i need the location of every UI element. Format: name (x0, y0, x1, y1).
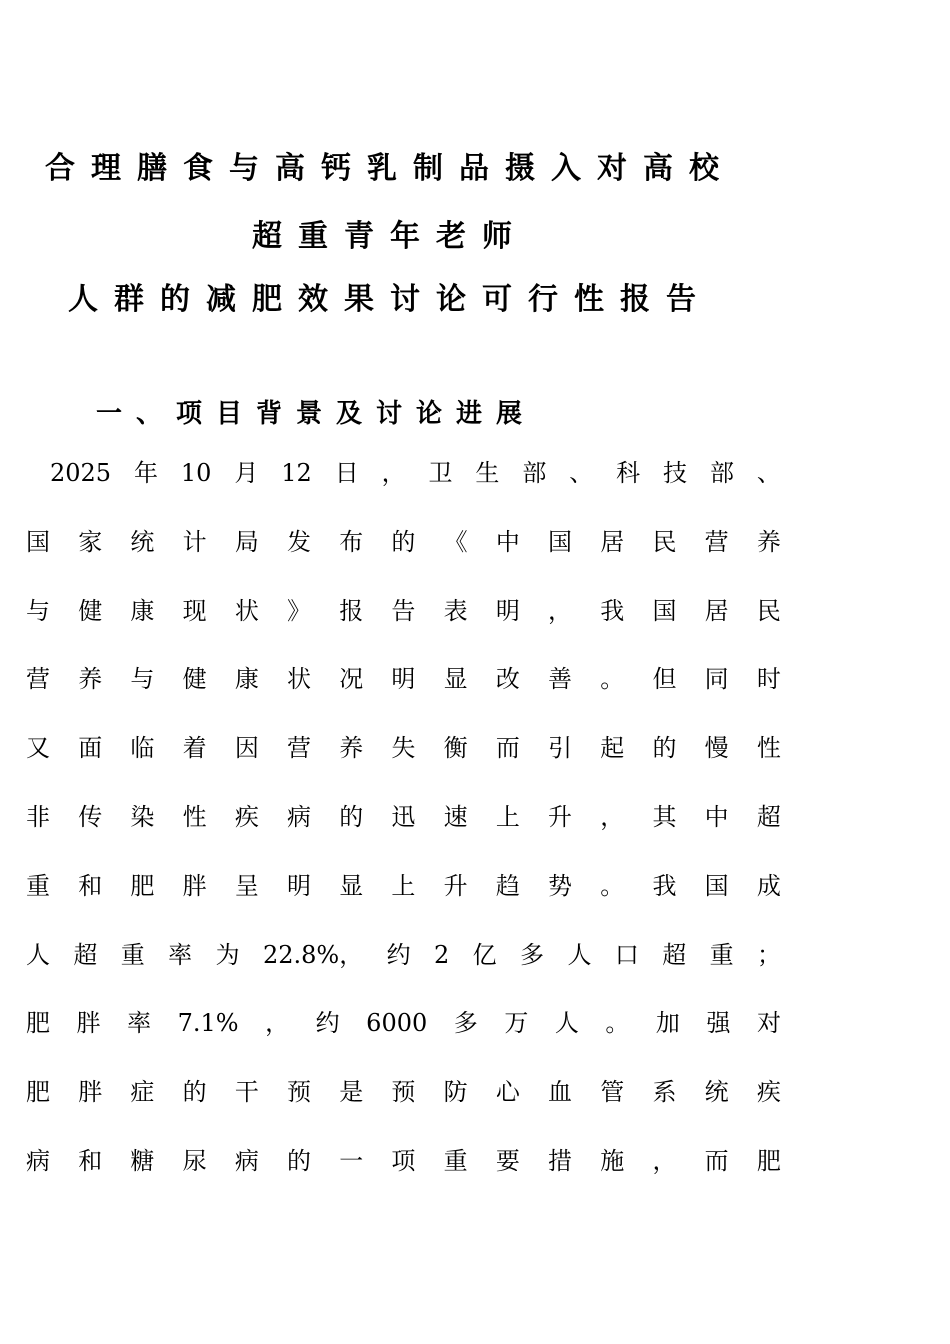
body-token: 对 (756, 1009, 781, 1038)
body-token: 的 (339, 803, 364, 831)
body-token: 养 (756, 527, 781, 556)
body-token: 势 (548, 871, 573, 900)
body-token: 传 (78, 803, 103, 831)
body-token: 趋 (495, 871, 520, 900)
body-token: 的 (287, 1147, 312, 1175)
body-token: 部 (522, 459, 547, 487)
body-token: 人 (26, 940, 50, 969)
body-token: 失 (391, 734, 416, 763)
body-line (50, 456, 781, 490)
body-token: 率 (168, 940, 193, 969)
body-token: 预 (391, 1078, 416, 1107)
body-token: 日 (334, 459, 359, 487)
body-token: 7.1% (177, 1009, 239, 1038)
body-token: 衡 (443, 734, 468, 763)
body-token: 万 (504, 1009, 529, 1038)
body-token: ， (600, 803, 625, 831)
body-token: 国 (652, 596, 677, 625)
body-token: 善 (548, 665, 573, 694)
body-token: 国 (26, 527, 50, 556)
body-token: 2 (433, 940, 450, 969)
body-line (26, 525, 781, 559)
body-token: 中 (495, 527, 520, 556)
body-token: 症 (130, 1078, 155, 1107)
body-token: 计 (182, 527, 207, 556)
body-token: 防 (443, 1078, 468, 1107)
body-token: 一 (339, 1147, 364, 1175)
body-token: 与 (26, 596, 50, 625)
body-line (26, 1144, 781, 1178)
body-token: 月 (234, 459, 259, 487)
body-token: 项 (391, 1147, 416, 1175)
body-token: 12 (281, 459, 312, 487)
body-token: 状 (287, 665, 312, 694)
body-token: 性 (182, 803, 207, 831)
body-token: 肥 (26, 1078, 50, 1107)
body-token: 明 (495, 596, 520, 625)
document-title-line-1: 合理膳食与高钙乳制品摄入对高校 (45, 151, 735, 186)
body-token: 康 (130, 596, 155, 625)
body-token: 明 (287, 871, 312, 900)
body-token: 布 (339, 527, 364, 556)
body-token: 报 (339, 596, 364, 625)
body-token: 部 (709, 459, 734, 487)
body-token: ， (548, 596, 573, 625)
body-token: 口 (614, 940, 639, 969)
body-token: 国 (548, 527, 573, 556)
body-token: 民 (756, 596, 781, 625)
body-token: 是 (339, 1078, 364, 1107)
body-token: 6000 (366, 1009, 428, 1038)
body-token: 营 (704, 527, 729, 556)
body-token: 改 (495, 665, 520, 694)
body-token: 养 (339, 734, 364, 763)
body-token: 亿 (472, 940, 497, 969)
body-token: 科 (616, 459, 641, 487)
document-title-line-2: 超重青年老师 (252, 219, 528, 254)
body-token: 生 (475, 459, 500, 487)
body-token: 况 (339, 665, 364, 694)
body-token: 为 (215, 940, 240, 969)
body-token: 面 (78, 734, 103, 763)
body-token: 营 (287, 734, 312, 763)
body-token: 。 (600, 665, 625, 694)
body-token: 《 (443, 527, 468, 556)
body-token: 中 (704, 803, 729, 831)
body-token: 民 (652, 527, 677, 556)
body-token: 。 (605, 1009, 630, 1038)
body-token: 血 (548, 1078, 573, 1107)
body-token: 胖 (76, 1009, 101, 1038)
body-token: 超 (756, 803, 781, 831)
body-token: 表 (443, 596, 468, 625)
body-token: 重 (709, 940, 734, 969)
body-line (26, 731, 781, 765)
body-token: 、 (569, 459, 594, 487)
body-token: 重 (443, 1147, 468, 1175)
body-token: 染 (130, 803, 155, 831)
body-token: 病 (287, 803, 312, 831)
body-token: 肥 (130, 871, 155, 900)
body-token: 营 (26, 665, 50, 694)
body-token: 迅 (391, 803, 416, 831)
body-token: 重 (26, 871, 50, 900)
body-token: 统 (130, 527, 155, 556)
body-token: 升 (443, 871, 468, 900)
body-token: 约 (315, 1009, 340, 1038)
body-token: 状 (234, 596, 259, 625)
body-token: 强 (706, 1009, 731, 1038)
body-token: 约 (386, 940, 411, 969)
body-token: 10 (180, 459, 212, 487)
body-token: 的 (391, 527, 416, 556)
body-token: 加 (655, 1009, 680, 1038)
body-token: 因 (234, 734, 259, 763)
body-line (26, 938, 781, 972)
body-token: 家 (78, 527, 103, 556)
body-token: 时 (756, 665, 781, 694)
section-heading: 一、项目背景及讨论进展 (96, 399, 537, 429)
body-line (26, 1075, 781, 1109)
body-token: ， (652, 1147, 677, 1175)
body-token: 心 (495, 1078, 520, 1107)
body-token: 措 (548, 1147, 573, 1175)
body-token: 起 (600, 734, 625, 763)
body-token: 和 (78, 1147, 103, 1175)
document-title-line-3: 人群的减肥效果讨论可行性报告 (68, 282, 712, 317)
body-token: 居 (704, 596, 729, 625)
body-token: 病 (234, 1147, 259, 1175)
body-token: 而 (704, 1147, 729, 1175)
body-token: 非 (26, 803, 50, 831)
body-token: 施 (600, 1147, 625, 1175)
body-token: 系 (652, 1078, 677, 1107)
body-token: 呈 (234, 871, 259, 900)
body-token: 显 (443, 665, 468, 694)
body-token: 卫 (428, 459, 453, 487)
body-token: 又 (26, 734, 50, 763)
body-token: 肥 (26, 1009, 50, 1038)
body-token: 现 (182, 596, 207, 625)
body-token: 重 (120, 940, 145, 969)
body-line (26, 594, 781, 628)
body-token: 疾 (234, 803, 259, 831)
body-token: 上 (495, 803, 520, 831)
body-token: 但 (652, 665, 677, 694)
body-token: 。 (600, 871, 625, 900)
body-token: 我 (652, 871, 677, 900)
body-token: 居 (600, 527, 625, 556)
body-token: 性 (756, 734, 781, 763)
body-token: 和 (78, 871, 103, 900)
body-token: 的 (182, 1078, 207, 1107)
body-token: 多 (453, 1009, 478, 1038)
body-token: 局 (234, 527, 259, 556)
body-token: 多 (520, 940, 545, 969)
body-token: 其 (652, 803, 677, 831)
body-token: 而 (495, 734, 520, 763)
body-token: 预 (287, 1078, 312, 1107)
body-line (26, 1006, 781, 1040)
body-token: ， (381, 459, 406, 487)
body-token: 引 (548, 734, 573, 763)
body-token: 疾 (756, 1078, 781, 1107)
body-token: 统 (704, 1078, 729, 1107)
body-token: 糖 (130, 1147, 155, 1175)
body-token: 胖 (182, 871, 207, 900)
body-token: 病 (26, 1147, 50, 1175)
body-token: 2025 (50, 459, 112, 487)
body-token: 人 (567, 940, 592, 969)
body-token: 速 (443, 803, 468, 831)
body-token: 胖 (78, 1078, 103, 1107)
body-token: 技 (663, 459, 688, 487)
body-token: 人 (554, 1009, 579, 1038)
body-token: 率 (127, 1009, 152, 1038)
body-token: 升 (548, 803, 573, 831)
body-token: ； (757, 940, 781, 969)
body-token: 发 (287, 527, 312, 556)
body-token: 上 (391, 871, 416, 900)
body-line (26, 869, 781, 903)
body-token: 》 (287, 596, 312, 625)
body-token: 要 (495, 1147, 520, 1175)
body-token: 康 (234, 665, 259, 694)
body-token: 告 (391, 596, 416, 625)
body-token: 、 (756, 459, 781, 487)
body-token: ， (265, 1009, 290, 1038)
body-token: 与 (130, 665, 155, 694)
body-token: 肥 (756, 1147, 781, 1175)
body-line (26, 662, 781, 696)
body-token: 国 (704, 871, 729, 900)
body-token: 管 (600, 1078, 625, 1107)
body-token: 的 (652, 734, 677, 763)
body-token: 着 (182, 734, 207, 763)
body-token: 明 (391, 665, 416, 694)
body-token: 超 (662, 940, 687, 969)
body-token: 成 (756, 871, 781, 900)
body-token: 年 (133, 459, 158, 487)
body-token: 健 (182, 665, 207, 694)
body-token: 养 (78, 665, 103, 694)
body-token: 尿 (182, 1147, 207, 1175)
body-token: 同 (704, 665, 729, 694)
body-token: 我 (600, 596, 625, 625)
body-line (26, 800, 781, 834)
body-token: 临 (130, 734, 155, 763)
body-token: 超 (73, 940, 98, 969)
body-token: 健 (78, 596, 103, 625)
body-token: 22.8%， (262, 940, 364, 969)
body-token: 显 (339, 871, 364, 900)
body-token: 干 (234, 1078, 259, 1107)
body-token: 慢 (704, 734, 729, 763)
